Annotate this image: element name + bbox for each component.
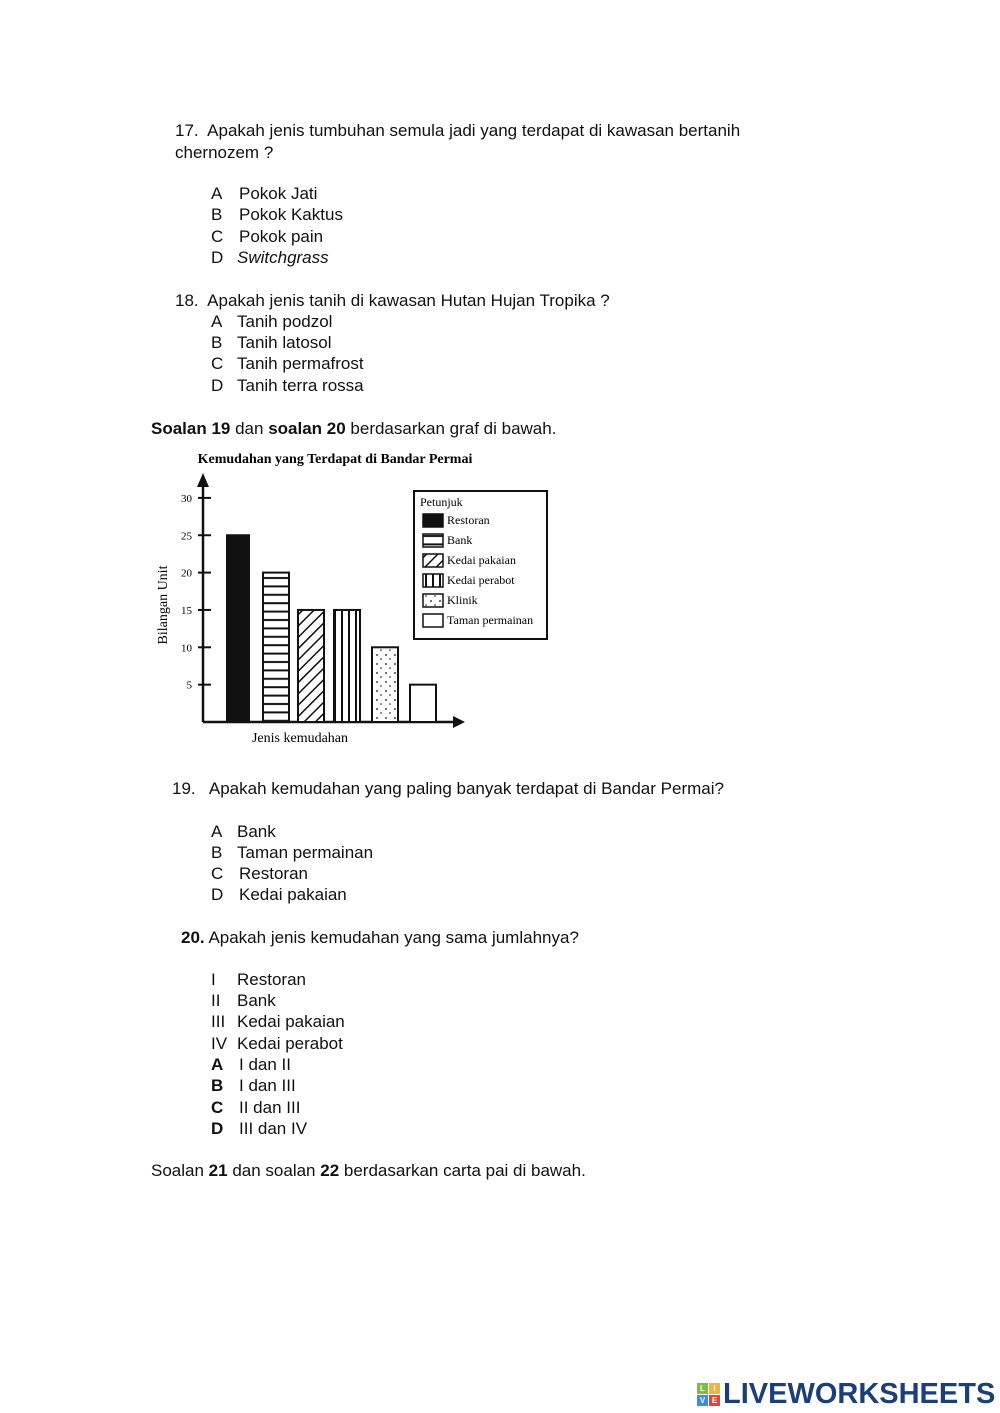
q18-option-b[interactable]: B Tanih latosol	[211, 333, 332, 352]
q20-item-2: II Bank	[211, 991, 276, 1010]
legend-swatch	[423, 594, 443, 607]
q17-text: 17. Apakah jenis tumbuhan semula jadi yang terdapat di kawasan bertanih	[175, 121, 741, 140]
bar-bank	[263, 573, 289, 722]
q17-option-b[interactable]: B Pokok Kaktus	[211, 205, 343, 224]
section-intro-21-22: Soalan 21 dan soalan 22 berdasarkan carta pai di bawah.	[151, 1161, 586, 1180]
q18-text: 18. Apakah jenis tanih di kawasan Hutan Hujan Tropika ?	[175, 291, 610, 310]
y-axis-arrow-icon	[197, 473, 209, 487]
q19-option-d[interactable]: D Kedai pakaian	[211, 885, 347, 904]
legend-swatch	[423, 534, 443, 547]
legend-label: Kedai pakaian	[447, 553, 516, 567]
logo-text: LIVEWORKSHEETS	[723, 1378, 996, 1410]
q18-option-a[interactable]: A Tanih podzol	[211, 312, 333, 331]
q17-text-2: chernozem ?	[175, 143, 274, 162]
y-tick-label: 30	[181, 492, 192, 505]
q19-option-b[interactable]: B Taman permainan	[211, 843, 374, 862]
bar-kedai-perabot	[334, 610, 360, 722]
q17-option-d[interactable]: D Switchgrass	[211, 248, 329, 267]
q17-option-a[interactable]: A Pokok Jati	[211, 184, 318, 203]
legend-swatch	[423, 514, 443, 527]
bar-klinik	[372, 647, 398, 722]
bar-restoran	[227, 535, 249, 722]
logo-cube-icon: L I V E	[697, 1383, 720, 1406]
y-tick-label: 20	[181, 567, 192, 580]
legend-label: Taman permainan	[447, 613, 534, 627]
q20-option-b[interactable]: B I dan III	[211, 1076, 296, 1095]
bar-kedai-pakaian	[298, 610, 324, 722]
legend-label: Klinik	[447, 593, 478, 607]
legend-label: Restoran	[447, 513, 490, 527]
chart-title: Kemudahan yang Terdapat di Bandar Permai	[197, 452, 473, 467]
q20-item-3: III Kedai pakaian	[211, 1012, 345, 1031]
legend-title: Petunjuk	[420, 495, 463, 509]
q19-text: 19. Apakah kemudahan yang paling banyak terdapat di Bandar Permai?	[172, 779, 724, 798]
q20-option-a[interactable]: A I dan II	[211, 1055, 291, 1074]
legend-label: Kedai perabot	[447, 573, 515, 587]
bar-chart	[150, 445, 560, 750]
q19-option-c[interactable]: C Restoran	[211, 864, 308, 883]
q20-item-4: IV Kedai perabot	[211, 1034, 343, 1053]
y-tick-label: 15	[181, 604, 192, 617]
y-tick-label: 25	[181, 530, 192, 543]
liveworksheets-logo	[697, 1378, 995, 1411]
legend-swatch	[423, 574, 443, 587]
x-axis-arrow-icon	[453, 716, 465, 728]
q19-option-a[interactable]: A Bank	[211, 822, 276, 841]
q20-option-c[interactable]: C II dan III	[211, 1098, 301, 1117]
q18-option-d[interactable]: D Tanih terra rossa	[211, 376, 364, 395]
section-intro-19-20: Soalan 19 dan soalan 20 berdasarkan graf di bawah.	[151, 419, 557, 438]
y-tick-label: 5	[186, 679, 192, 692]
y-axis-label: Bilangan Unit	[156, 565, 171, 645]
q17-option-c[interactable]: C Pokok pain	[211, 227, 324, 246]
q20-item-1: I Restoran	[211, 970, 306, 989]
legend-swatch	[423, 614, 443, 627]
q18-option-c[interactable]: C Tanih permafrost	[211, 354, 364, 373]
x-axis-label: Jenis kemudahan	[251, 731, 349, 746]
q20-text: 20. Apakah jenis kemudahan yang sama jumlahnya?	[181, 928, 579, 947]
y-tick-label: 10	[181, 642, 192, 655]
q20-option-d[interactable]: D III dan IV	[211, 1119, 308, 1138]
bar-taman-permainan	[410, 685, 436, 722]
legend-swatch	[423, 554, 443, 567]
legend-label: Bank	[447, 533, 473, 547]
